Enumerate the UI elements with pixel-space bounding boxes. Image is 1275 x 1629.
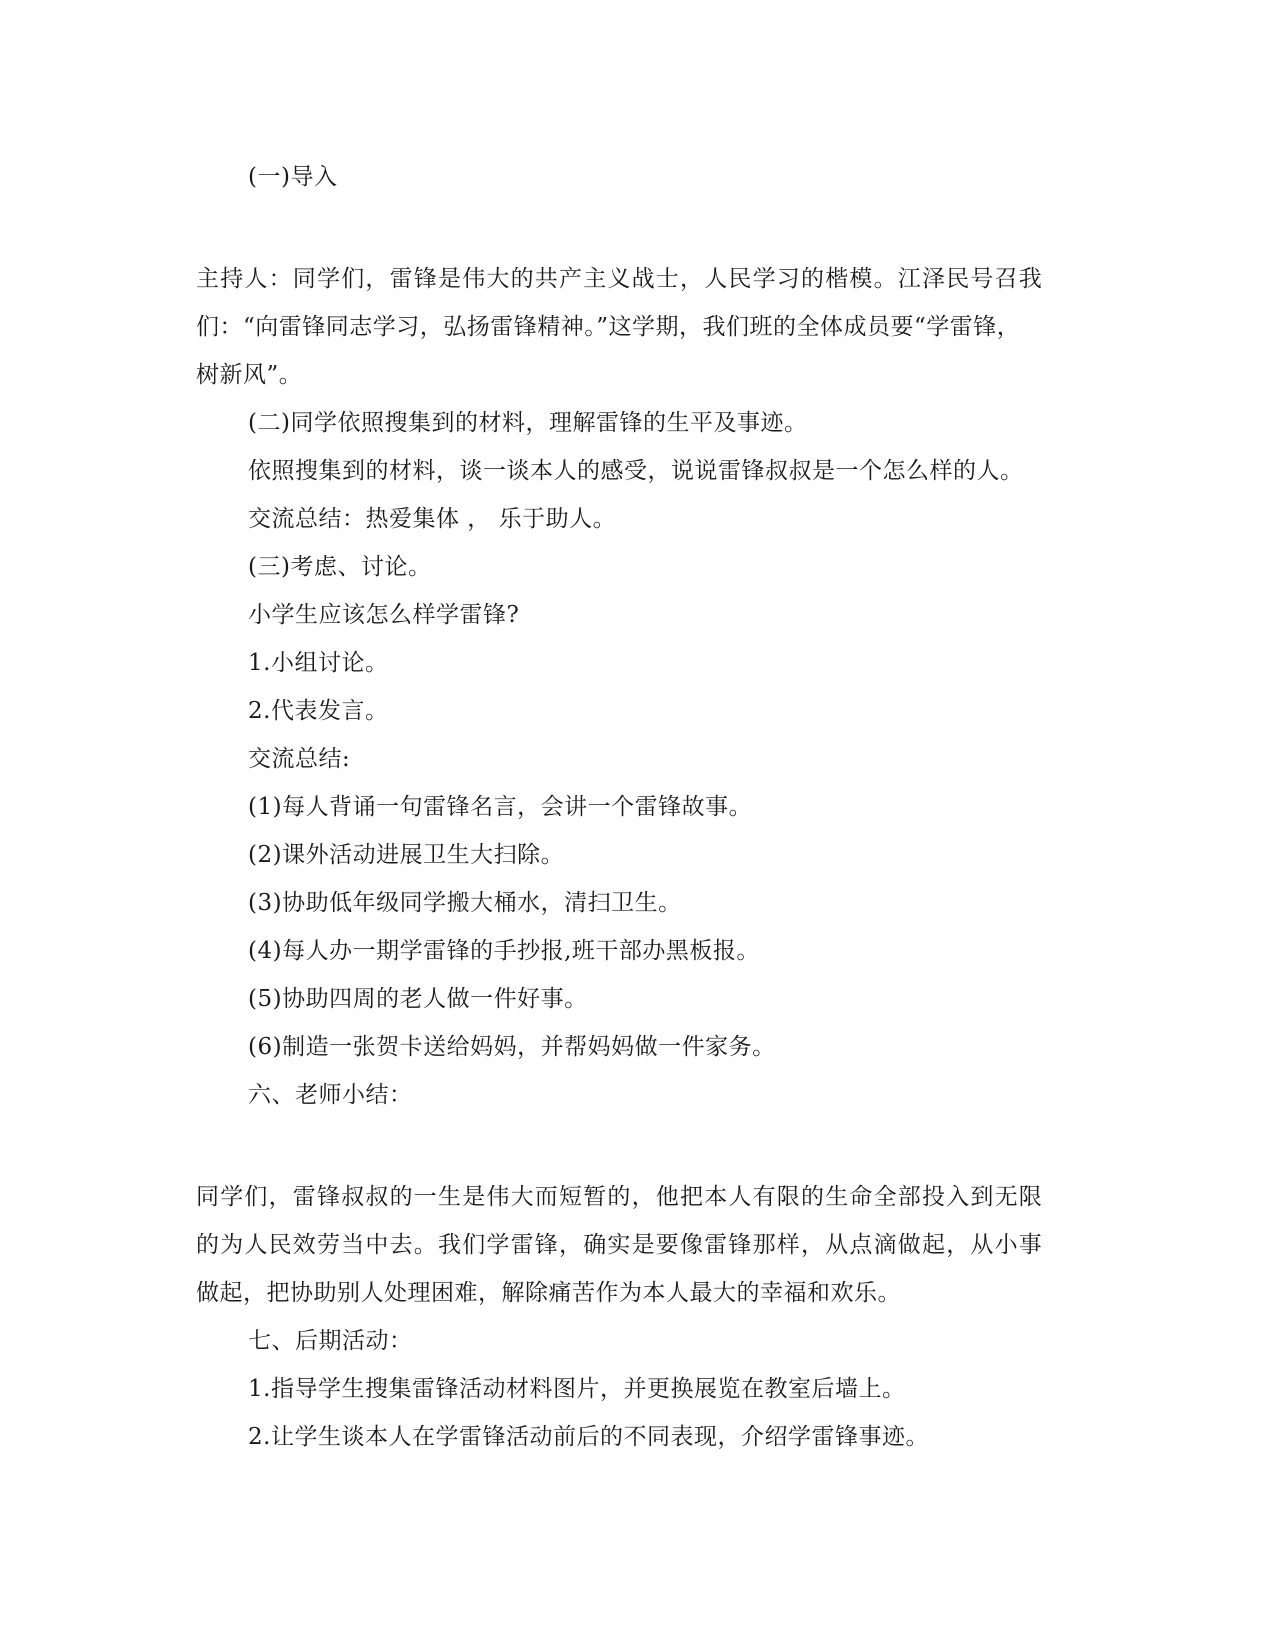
heading-section-2: (二)同学依照搜集到的材料，理解雷锋的生平及事迹。 bbox=[248, 410, 808, 436]
paragraph-feelings: 依照搜集到的材料，谈一谈本人的感受，说说雷锋叔叔是一个怎么样的人。 bbox=[248, 458, 1024, 484]
list-item-later-2: 2.让学生谈本人在学雷锋活动前后的不同表现，介绍学雷锋事迹。 bbox=[248, 1424, 929, 1450]
paragraph-host-line-1: 主持人：同学们，雷锋是伟大的共产主义战士，人民学习的楷模。江泽民号召我 bbox=[196, 266, 1043, 292]
list-item-2: (2)课外活动进展卫生大扫除。 bbox=[248, 842, 565, 868]
paragraph-summary-1: 交流总结：热爱集体 ， 乐于助人。 bbox=[248, 506, 617, 532]
list-item-6: (6)制造一张贺卡送给妈妈，并帮妈妈做一件家务。 bbox=[248, 1034, 776, 1060]
heading-teacher-summary: 六、老师小结： bbox=[248, 1082, 413, 1108]
heading-later-activities: 七、后期活动： bbox=[248, 1328, 413, 1354]
list-item-group-discussion: 1.小组讨论。 bbox=[248, 650, 389, 676]
list-item-1: (1)每人背诵一句雷锋名言，会讲一个雷锋故事。 bbox=[248, 794, 753, 820]
paragraph-host-line-2: 们：“向雷锋同志学习，弘扬雷锋精神。”这学期，我们班的全体成员要“学雷锋， bbox=[196, 314, 1021, 340]
paragraph-conclusion-line-3: 做起，把协助别人处理困难，解除痛苦作为本人最大的幸福和欢乐。 bbox=[196, 1280, 901, 1306]
heading-intro: (一)导入 bbox=[248, 164, 338, 190]
list-item-5: (5)协助四周的老人做一件好事。 bbox=[248, 986, 588, 1012]
paragraph-conclusion-line-2: 的为人民效劳当中去。我们学雷锋，确实是要像雷锋那样，从点滴做起，从小事 bbox=[196, 1232, 1043, 1258]
paragraph-summary-2: 交流总结: bbox=[248, 746, 351, 772]
paragraph-conclusion-line-1: 同学们，雷锋叔叔的一生是伟大而短暂的，他把本人有限的生命全部投入到无限 bbox=[196, 1184, 1043, 1210]
paragraph-host-line-3: 树新风”。 bbox=[196, 362, 303, 388]
list-item-later-1: 1.指导学生搜集雷锋活动材料图片，并更换展览在教室后墙上。 bbox=[248, 1376, 906, 1402]
list-item-3: (3)协助低年级同学搬大桶水，清扫卫生。 bbox=[248, 890, 682, 916]
heading-section-3: (三)考虑、讨论。 bbox=[248, 554, 432, 580]
paragraph-question: 小学生应该怎么样学雷锋? bbox=[248, 602, 520, 628]
list-item-representative: 2.代表发言。 bbox=[248, 698, 389, 724]
list-item-4: (4)每人办一期学雷锋的手抄报,班干部办黑板报。 bbox=[248, 938, 760, 964]
